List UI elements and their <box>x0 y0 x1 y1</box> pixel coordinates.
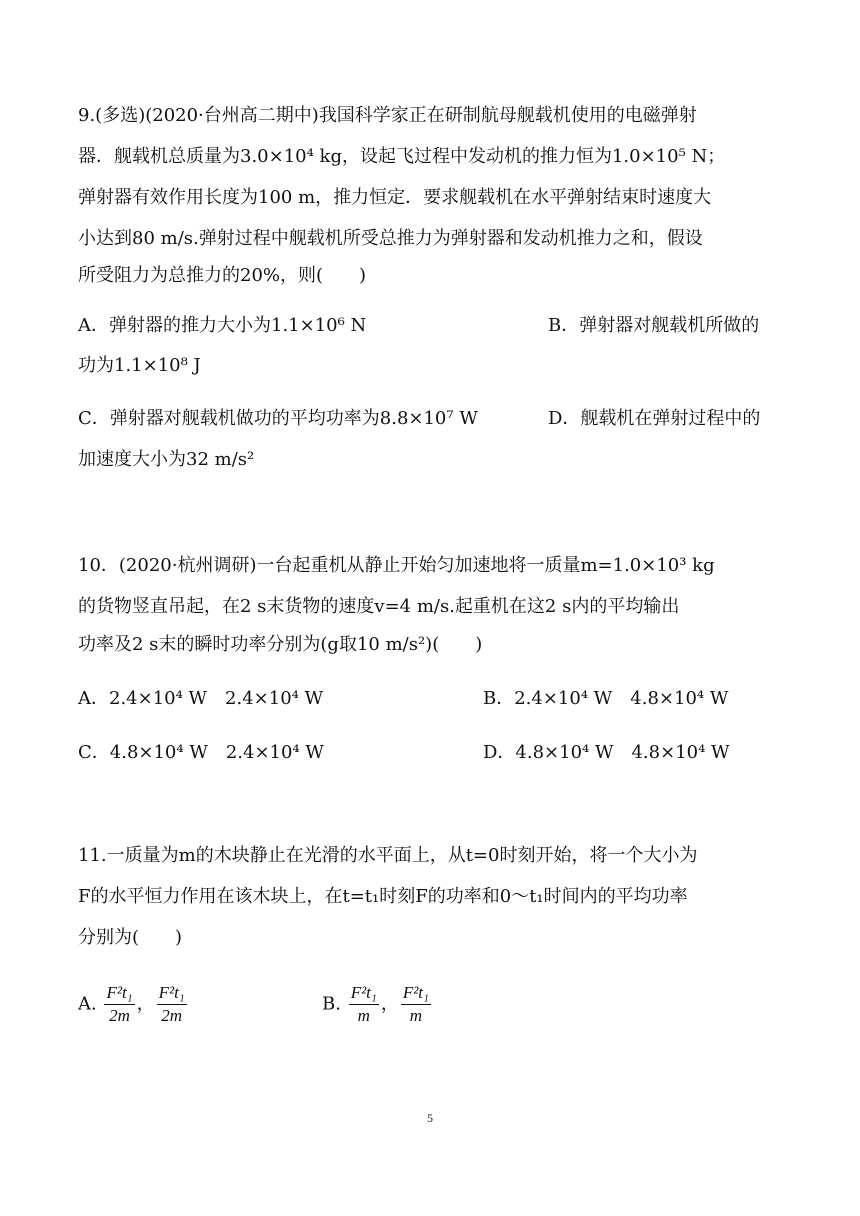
q10-line-1: 10．(2020·杭州调研)一台起重机从静止开始匀加速地将一质量m=1.0×10³ kg <box>78 555 715 576</box>
q10-option-a: A．2.4×10⁴ W 2.4×10⁴ W <box>78 688 324 709</box>
q11-option-b <box>322 982 433 1027</box>
fraction <box>157 982 187 1027</box>
q9-option-c: C．弹射器对舰载机做功的平均功率为8.8×10⁷ W <box>78 408 478 429</box>
fraction-numerator: F²t₁ <box>401 982 431 1005</box>
q11-option-a-label: A. <box>78 993 97 1015</box>
fraction <box>104 982 134 1027</box>
fraction-numerator: F²t₁ <box>104 982 134 1005</box>
q10-option-b: B．2.4×10⁴ W 4.8×10⁴ W <box>483 688 729 709</box>
q11-line-2: F的水平恒力作用在该木块上，在t=t₁时刻F的功率和0～t₁时间内的平均功率 <box>78 886 688 907</box>
fraction <box>349 982 379 1027</box>
q9-line-5: 所受阻力为总推力的20%，则( ) <box>78 265 367 286</box>
page-number: 5 <box>427 1111 433 1125</box>
q9-line-2: 器．舰载机总质量为3.0×10⁴ kg，设起飞过程中发动机的推力恒为1.0×10⁵ N； <box>78 146 726 167</box>
q9-option-d-line1: D．舰载机在弹射过程中的 <box>548 408 761 429</box>
q9-option-d-line2: 加速度大小为32 m/s² <box>78 449 255 470</box>
fraction-denominator: 2m <box>161 1006 183 1025</box>
fraction-numerator: F²t₁ <box>349 982 379 1005</box>
q11-line-3: 分别为( ) <box>78 927 183 948</box>
q11-option-a <box>78 982 189 1027</box>
q9-option-b-line1: B．弹射器对舰载机所做的 <box>548 315 760 336</box>
fraction-numerator: F²t₁ <box>157 982 187 1005</box>
fraction <box>401 982 431 1027</box>
q9-line-1: 9.(多选)(2020·台州高二期中)我国科学家正在研制航母舰载机使用的电磁弹射 <box>78 105 697 126</box>
q10-option-c: C．4.8×10⁴ W 2.4×10⁴ W <box>78 742 324 763</box>
q10-line-3: 功率及2 s末的瞬时功率分别为(g取10 m/s²)( ) <box>78 634 483 655</box>
separator: ， <box>380 993 399 1015</box>
q9-line-4: 小达到80 m/s.弹射过程中舰载机所受总推力为弹射器和发动机推力之和，假设 <box>78 228 703 249</box>
separator: ， <box>136 993 155 1015</box>
q10-line-2: 的货物竖直吊起，在2 s末货物的速度v=4 m/s.起重机在这2 s内的平均输出 <box>78 596 680 617</box>
q9-option-b-line2: 功为1.1×10⁸ J <box>78 355 201 376</box>
q10-option-d: D．4.8×10⁴ W 4.8×10⁴ W <box>483 742 730 763</box>
q11-option-b-label: B. <box>322 993 341 1015</box>
fraction-denominator: m <box>409 1006 423 1025</box>
q9-line-3: 弹射器有效作用长度为100 m，推力恒定．要求舰载机在水平弹射结束时速度大 <box>78 187 712 208</box>
q9-option-a: A．弹射器的推力大小为1.1×10⁶ N <box>78 315 367 336</box>
fraction-denominator: m <box>357 1006 370 1025</box>
fraction-denominator: 2m <box>109 1006 130 1025</box>
q11-line-1: 11.一质量为m的木块静止在光滑的水平面上，从t=0时刻开始，将一个大小为 <box>78 845 698 866</box>
